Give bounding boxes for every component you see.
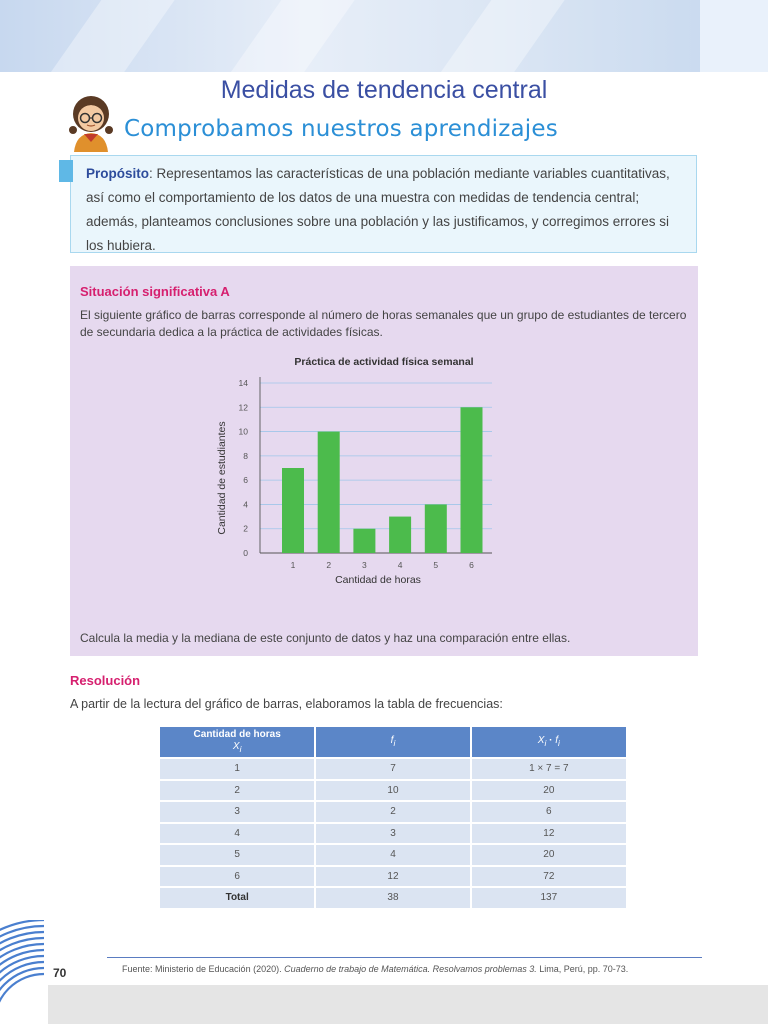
header-xi: X <box>232 741 240 752</box>
x-axis-label: Cantidad de horas <box>335 574 421 586</box>
x-tick-label: 2 <box>326 560 332 570</box>
x-tick-label: 5 <box>433 560 439 570</box>
cell: 1 × 7 = 7 <box>471 758 626 780</box>
header-fi <box>315 727 470 758</box>
total-fi: 38 <box>315 887 470 908</box>
y-tick-label: 6 <box>243 475 248 486</box>
source-citation <box>122 964 628 974</box>
header-x: X <box>537 735 545 746</box>
cell: 20 <box>471 844 626 866</box>
header-xi-sub: i <box>239 744 242 754</box>
situation-title: Situación significativa A <box>80 284 230 299</box>
header-xi-fi <box>471 727 626 758</box>
table-row <box>160 780 626 802</box>
bar-1 <box>282 468 304 553</box>
x-tick-label: 1 <box>290 560 296 570</box>
cell: 3 <box>315 823 470 845</box>
cell: 12 <box>315 866 470 888</box>
header-hours-label: Cantidad de horas <box>193 729 281 740</box>
header-x-sub: i <box>544 738 547 748</box>
footer-divider <box>107 957 702 958</box>
purpose-label: Propósito <box>86 166 149 181</box>
header-hours <box>160 727 315 758</box>
resolution-text: A partir de la lectura del gráfico de barras, elaboramos la tabla de frecuencias: <box>70 697 503 711</box>
top-banner <box>0 0 768 72</box>
source-prefix: Fuente: Ministerio de Educación (2020). <box>122 964 285 974</box>
table-row <box>160 866 626 888</box>
table-row <box>160 823 626 845</box>
bar-chart <box>210 348 510 588</box>
bar-2 <box>318 432 340 553</box>
cell: 3 <box>160 801 315 823</box>
y-tick-label: 0 <box>243 548 248 558</box>
purpose-body: Representamos las características de una población mediante variables cuantitativas, así como el comportamiento de los datos de una muestra con medidas de tendencia central; además, planteamos conclusiones sobre una población y las justificamos, y corregimos errores si los hubiera. <box>86 166 670 253</box>
page-number: 70 <box>53 966 67 980</box>
cell: 1 <box>160 758 315 780</box>
cell: 4 <box>160 823 315 845</box>
purpose-separator: : <box>149 166 153 181</box>
y-tick-label: 12 <box>238 402 248 413</box>
table-header-row <box>160 727 626 758</box>
table-total-row <box>160 887 626 908</box>
situation-question: Calcula la media y la mediana de este conjunto de datos y haz una comparación entre ellas. <box>80 631 571 645</box>
cell: 20 <box>471 780 626 802</box>
bar-4 <box>389 517 411 553</box>
y-tick-label: 10 <box>238 426 248 437</box>
table-row <box>160 844 626 866</box>
situation-text: El siguiente gráfico de barras corresponde al número de horas semanales que un grupo de estudiantes de tercero de secundaria dedica a la práctica de actividades físicas. <box>80 308 687 339</box>
cell: 2 <box>315 801 470 823</box>
header-dot: · <box>546 735 556 746</box>
header-fi-sub: i <box>393 738 396 748</box>
bar-6 <box>461 407 483 553</box>
total-label: Total <box>160 887 315 908</box>
cell: 6 <box>471 801 626 823</box>
y-tick-label: 8 <box>243 450 248 461</box>
x-tick-label: 3 <box>362 560 367 570</box>
resolution-title: Resolución <box>70 673 141 688</box>
x-tick-label: 4 <box>397 560 403 570</box>
table-row <box>160 801 626 823</box>
purpose-text <box>86 162 686 258</box>
source-title: Cuaderno de trabajo de Matemática. Resolvamos problemas 3. <box>284 964 537 974</box>
chart-title: Práctica de actividad física semanal <box>294 356 474 368</box>
x-tick-label: 6 <box>469 560 474 570</box>
cell: 72 <box>471 866 626 888</box>
bottom-band <box>48 985 768 1024</box>
cell: 5 <box>160 844 315 866</box>
bar-5 <box>425 504 447 553</box>
cell: 10 <box>315 780 470 802</box>
header-f-sub: i <box>558 738 560 748</box>
y-tick-label: 4 <box>243 499 248 510</box>
frequency-table <box>160 727 626 908</box>
cell: 2 <box>160 780 315 802</box>
page-title: Medidas de tendencia central <box>220 76 548 104</box>
situation-panel <box>70 266 698 656</box>
table-row <box>160 758 626 780</box>
bar-3 <box>353 529 375 553</box>
y-tick-label: 2 <box>243 523 248 534</box>
source-suffix: Lima, Perú, pp. 70-73. <box>536 964 629 974</box>
cell: 4 <box>315 844 470 866</box>
cell: 6 <box>160 866 315 888</box>
cell: 7 <box>315 758 470 780</box>
y-axis-label: Cantidad de estudiantes <box>216 421 228 535</box>
header-fi-label: f <box>390 735 394 746</box>
section-subtitle: Comprobamos nuestros aprendizajes <box>124 116 558 142</box>
y-tick-label: 14 <box>238 378 248 388</box>
girl-with-glasses-icon <box>60 90 122 152</box>
purpose-marker <box>59 160 73 182</box>
header-f: f <box>555 735 558 746</box>
purpose-box <box>70 155 697 253</box>
cell: 12 <box>471 823 626 845</box>
total-xifi: 137 <box>471 887 626 908</box>
